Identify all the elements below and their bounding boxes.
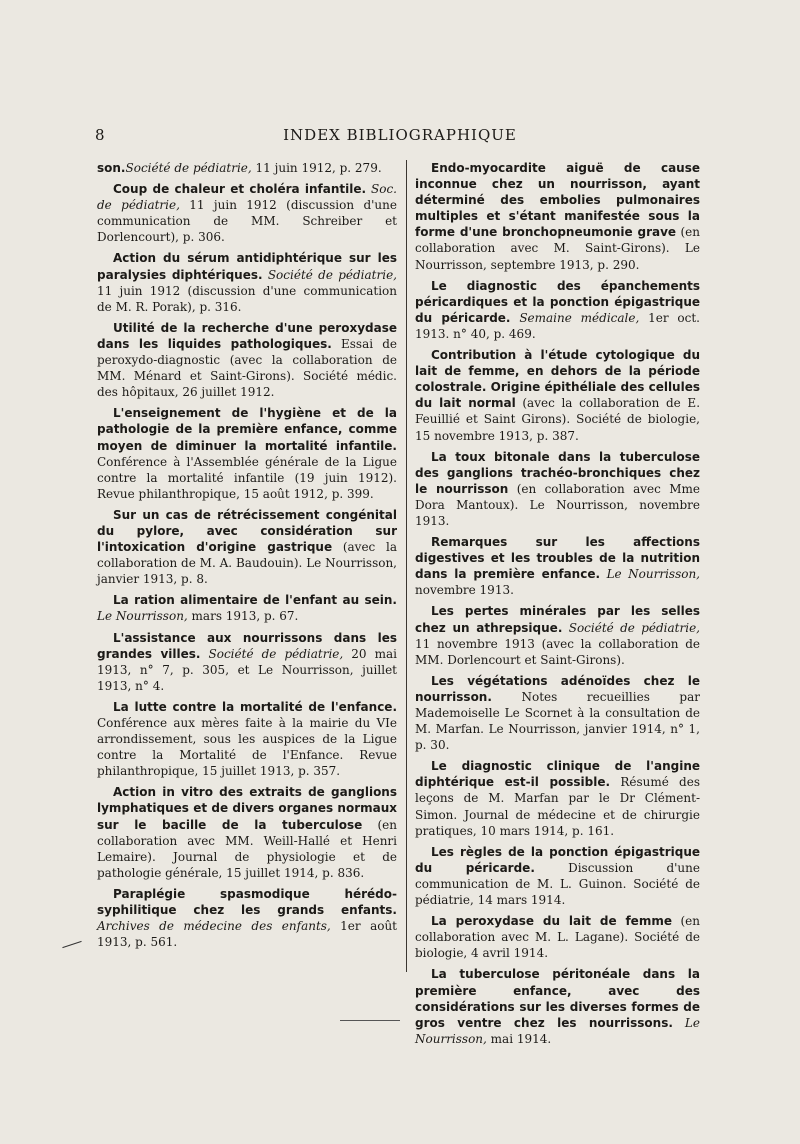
entry-details: 11 juin 1912 (discussion d'une communication de M. R. Porak), p. 316. (97, 283, 397, 314)
entry-details: 1er oct. 1913. n° 40, p. 469. (415, 310, 700, 341)
bibliography-entry (97, 181, 397, 245)
entry-publication: Le Nourrisson, (600, 567, 700, 582)
entry-title: Utilité de la recherche d'une peroxydase dans les liquides pathologiques. (97, 320, 397, 351)
bibliography-entry (97, 320, 397, 400)
page-number: 8 (95, 126, 105, 144)
entry-publication: Société de pédiatrie, (562, 620, 700, 635)
entry-title: Endo-myocardite aiguë de cause inconnue chez un nourrisson, ayant déterminé des embolies pulmonaires multiples et s'étant manifestée sous la forme d'une bronchopneumonie grave (415, 161, 700, 240)
entry-title: Contribution à l'étude cytologique du lait de femme, en dehors de la période colostrale. Origine épithéliale des cellules du lait normal (415, 348, 700, 411)
entry-title: La peroxydase du lait de femme (431, 914, 672, 929)
bibliography-entry (415, 603, 700, 667)
entry-details: (en collaboration avec M. L. Lagane). Société de biologie, 4 avril 1914. (415, 914, 701, 961)
entry-publication: Société de pédiatrie, (200, 646, 344, 661)
entry-title: Le diagnostic clinique de l'angine diphtérique est-il possible. (415, 759, 700, 790)
entry-details: Discussion d'une communication de M. L. Guinon. Société de pédiatrie, 14 mars 1914. (415, 860, 700, 908)
entry-title: La lutte contre la mortalité de l'enfance. (113, 699, 397, 714)
bibliography-entry (415, 347, 700, 444)
entry-publication: Le Nourrisson, (97, 609, 188, 624)
entry-details: Essai de peroxydo-diagnostic (avec la collaboration de MM. Ménard et Saint-Girons). Société médic. des hôpitaux, 26 juillet 1912. (97, 336, 398, 400)
bibliography-entry (97, 250, 397, 314)
bibliography-entry (97, 507, 397, 587)
entry-title: Coup de chaleur et choléra infantile. (113, 182, 367, 197)
entry-details: (en collaboration avec MM. Weill-Hallé et Henri Lemaire). Journal de physiologie et de pathologie générale, 15 juillet 1914, p. 836. (97, 817, 398, 880)
bibliography-entry (97, 886, 397, 950)
margin-pencil-mark (62, 941, 81, 948)
entry-publication: Société de pédiatrie, (262, 267, 397, 282)
entry-details: 11 juin 1912, p. 279. (251, 161, 382, 175)
column-divider (406, 160, 407, 972)
entry-publication: Archives de médecine des enfants, (97, 919, 331, 934)
entry-title: Remarques sur les affections digestives et les troubles de la nutrition dans la première enfance. (415, 535, 700, 582)
entry-details: (en collaboration avec M. Saint-Girons). Le Nourrisson, septembre 1913, p. 290. (415, 225, 700, 272)
entry-publication: Société de pédiatrie, (125, 161, 252, 175)
entry-title: La tuberculose péritonéale dans la première enfance, avec des considérations sur les diverses formes de gros ventre chez les nourrissons. (415, 967, 700, 1030)
entry-details: mai 1914. (486, 1031, 552, 1046)
bibliography-entry (97, 160, 397, 176)
entry-details: Conférence à l'Assemblée générale de la Ligue contre la mortalité infantile (19 juin 1912). Revue philanthropique, 15 août 1912, p. 399. (97, 454, 397, 501)
bibliography-entry (415, 534, 700, 598)
bottom-rule (340, 1020, 400, 1021)
entry-publication: Semaine médicale, (510, 310, 640, 325)
entry-title: La ration alimentaire de l'enfant au sein. (113, 593, 397, 608)
bibliography-entry (415, 966, 700, 1046)
entry-title: Action du sérum antidiphtérique sur les paralysies diphtériques. (97, 251, 397, 282)
entry-title: Sur un cas de rétrécissement congénital du pylore, avec considération sur l'intoxication d'origine gastrique (97, 507, 397, 555)
entry-details: novembre 1913. (415, 583, 514, 598)
entry-title: La toux bitonale dans la tuberculose des ganglions trachéo-bronchiques chez le nourrisson (415, 449, 700, 496)
bibliography-entry (97, 699, 397, 779)
bibliography-entry (415, 449, 700, 529)
entry-title: L'enseignement de l'hygiène et de la pathologie de la première enfance, comme moyen de diminuer la mortalité infantile. (97, 406, 397, 453)
running-head: INDEX BIBLIOGRAPHIQUE (283, 126, 517, 144)
entry-title: L'assistance aux nourrissons dans les grandes villes. (97, 630, 397, 661)
entry-title: Les pertes minérales par les selles chez un athrepsique. (415, 604, 700, 635)
entry-title: Paraplégie spasmodique hérédo-syphilitique chez les grands enfants. (97, 886, 397, 918)
entry-title: Les végétations adénoïdes chez le nourrisson. (415, 673, 700, 704)
entry-details: Résumé des leçons de M. Marfan par le Dr Clément-Simon. Journal de médecine et de chirurgie pratiques, 10 mars 1914, p. 161. (415, 775, 700, 838)
entry-publication: Soc. de pédiatrie, (97, 182, 397, 213)
entry-details: 20 mai 1913, n° 7, p. 305, et Le Nourrisson, juillet 1913, n° 4. (97, 646, 397, 693)
entry-details: 1er août 1913, p. 561. (97, 919, 397, 950)
entry-details: Conférence aux mères faite à la mairie du VIe arrondissement, sous les auspices de la Ligue contre la Mortalité de l'Enfance. Revue philanthropique, 15 juillet 1913, p. 357. (97, 716, 397, 779)
entry-details: 11 novembre 1913 (avec la collaboration de MM. Dorlencourt et Saint-Girons). (415, 636, 700, 667)
bibliography-entry (415, 673, 700, 753)
left-column (97, 160, 397, 955)
bibliography-entry (415, 278, 700, 342)
bibliography-entry (97, 592, 397, 624)
entry-title: Les règles de la ponction épigastrique du péricarde. (415, 844, 700, 875)
bibliography-entry (97, 630, 397, 694)
entry-details: mars 1913, p. 67. (187, 609, 299, 624)
entry-details: (avec la collaboration de E. Feuillié et Saint Girons). Société de biologie, 15 novembre 1913, p. 387. (415, 396, 701, 443)
bibliography-entry (415, 160, 700, 273)
bibliography-entry (415, 758, 700, 838)
entry-title: Action in vitro des extraits de ganglions lymphatiques et de divers organes normaux sur le bacille de la tuberculose (97, 785, 397, 832)
bibliography-entry (415, 844, 700, 908)
entry-title: Le diagnostic des épanchements péricardiques et la ponction épigastrique du péricarde. (415, 278, 700, 325)
entry-details: (en collaboration avec Mme Dora Mantoux). Le Nourrisson, novembre 1913. (415, 481, 700, 528)
bibliography-entry (97, 405, 397, 502)
entry-publication: Le Nourrisson, (415, 1015, 700, 1046)
right-column (415, 160, 700, 1052)
bibliography-entry (415, 913, 700, 961)
entry-details: Notes recueillies par Mademoiselle Le Scornet à la consultation de M. Marfan. Le Nourrisson, janvier 1914, n° 1, p. 30. (415, 689, 700, 753)
bibliography-entry (97, 784, 397, 881)
entry-title: son. (97, 161, 126, 175)
entry-details: 11 juin 1912 (discussion d'une communication de MM. Schreiber et Dorlencourt), p. 306. (97, 198, 397, 245)
entry-details: (avec la collaboration de M. A. Baudouin). Le Nourrisson, janvier 1913, p. 8. (97, 540, 397, 587)
